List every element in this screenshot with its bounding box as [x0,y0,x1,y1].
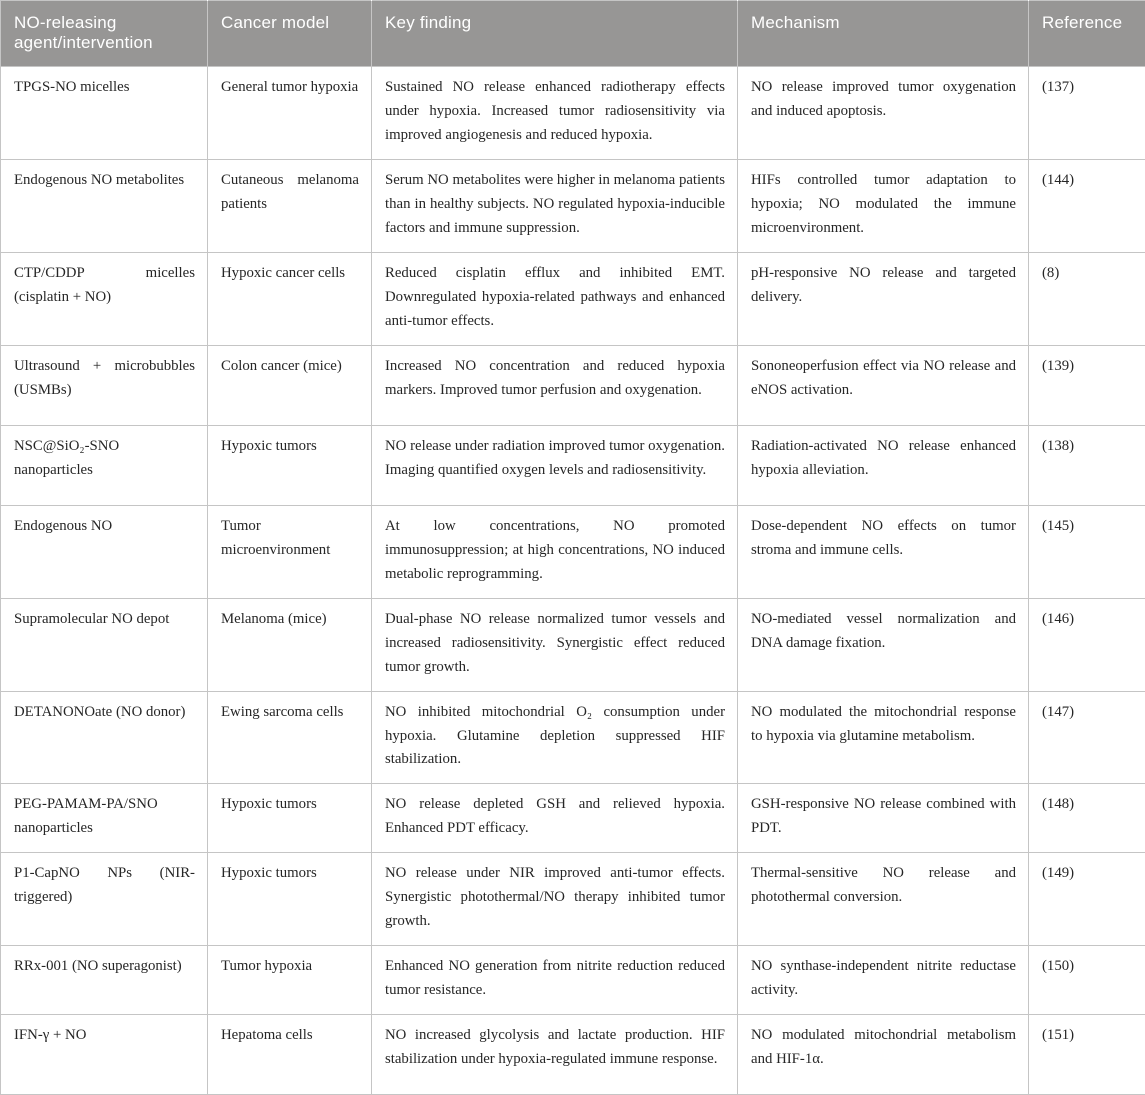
table-row [1,853,1145,946]
cell-key-finding: Increased NO concentration and reduced hypoxia markers. Improved tumor perfusion and oxygenation. [372,345,738,425]
cell-agent: Endogenous NO metabolites [1,159,208,252]
table-row [1,691,1145,784]
cell-agent: DETANONOate (NO donor) [1,691,208,784]
cell-mechanism: NO release improved tumor oxygenation and induced apoptosis. [738,67,1029,160]
cell-reference: (137) [1029,67,1145,160]
cell-cancer-model: Tumor hypoxia [208,946,372,1015]
cell-cancer-model: Hypoxic tumors [208,425,372,505]
cell-mechanism: GSH-responsive NO release combined with PDT. [738,784,1029,853]
cell-reference: (151) [1029,1015,1145,1095]
cell-key-finding: NO release under NIR improved anti-tumor effects. Synergistic photothermal/NO therapy inhibited tumor growth. [372,853,738,946]
cell-cancer-model: General tumor hypoxia [208,67,372,160]
cell-key-finding: NO inhibited mitochondrial O₂ consumption under hypoxia. Glutamine depletion suppressed HIF stabilization. [372,691,738,784]
cell-cancer-model: Colon cancer (mice) [208,345,372,425]
column-header-cancer-model: Cancer model [208,1,372,67]
cell-reference: (146) [1029,598,1145,691]
cell-mechanism: Dose-dependent NO effects on tumor stroma and immune cells. [738,505,1029,598]
cell-key-finding: At low concentrations, NO promoted immunosuppression; at high concentrations, NO induced metabolic reprogramming. [372,505,738,598]
table-row [1,1015,1145,1095]
table-row [1,159,1145,252]
table-row [1,598,1145,691]
cell-key-finding: Sustained NO release enhanced radiotherapy effects under hypoxia. Increased tumor radiosensitivity via improved angiogenesis and reduced hypoxia. [372,67,738,160]
cell-mechanism: NO synthase-independent nitrite reductase activity. [738,946,1029,1015]
cell-agent: P1-CapNO NPs (NIR-triggered) [1,853,208,946]
cell-mechanism: NO-mediated vessel normalization and DNA damage fixation. [738,598,1029,691]
cell-reference: (149) [1029,853,1145,946]
cell-reference: (150) [1029,946,1145,1015]
cell-key-finding: Enhanced NO generation from nitrite reduction reduced tumor resistance. [372,946,738,1015]
cell-reference: (8) [1029,252,1145,345]
cell-reference: (145) [1029,505,1145,598]
table-header [1,1,1145,67]
column-header-agent: NO-releasing agent/intervention [1,1,208,67]
cell-key-finding: NO release under radiation improved tumor oxygenation. Imaging quantified oxygen levels and radiosensitivity. [372,425,738,505]
cell-cancer-model: Melanoma (mice) [208,598,372,691]
cell-reference: (144) [1029,159,1145,252]
cell-agent: Endogenous NO [1,505,208,598]
cell-cancer-model: Hypoxic tumors [208,853,372,946]
cell-mechanism: Sononeoperfusion effect via NO release and eNOS activation. [738,345,1029,425]
cell-key-finding: Dual-phase NO release normalized tumor vessels and increased radiosensitivity. Synergistic effect reduced tumor growth. [372,598,738,691]
cell-agent: Supramolecular NO depot [1,598,208,691]
cell-cancer-model: Hypoxic cancer cells [208,252,372,345]
cell-cancer-model: Cutaneous melanoma patients [208,159,372,252]
cell-agent: NSC@SiO₂-SNO nanoparticles [1,425,208,505]
cell-mechanism: Radiation-activated NO release enhanced hypoxia alleviation. [738,425,1029,505]
cell-reference: (147) [1029,691,1145,784]
table-row [1,946,1145,1015]
cell-mechanism: pH-responsive NO release and targeted delivery. [738,252,1029,345]
cell-key-finding: Serum NO metabolites were higher in melanoma patients than in healthy subjects. NO regulated hypoxia-inducible factors and immune suppression. [372,159,738,252]
cell-mechanism: NO modulated mitochondrial metabolism and HIF-1α. [738,1015,1029,1095]
cell-agent: PEG-PAMAM-PA/SNO nanoparticles [1,784,208,853]
cell-mechanism: NO modulated the mitochondrial response to hypoxia via glutamine metabolism. [738,691,1029,784]
cell-key-finding: NO release depleted GSH and relieved hypoxia. Enhanced PDT efficacy. [372,784,738,853]
table-row [1,67,1145,160]
cell-mechanism: Thermal-sensitive NO release and photothermal conversion. [738,853,1029,946]
column-header-mechanism: Mechanism [738,1,1029,67]
cell-cancer-model: Hepatoma cells [208,1015,372,1095]
cell-reference: (139) [1029,345,1145,425]
cell-agent: IFN-γ + NO [1,1015,208,1095]
cell-agent: CTP/CDDP micelles (cisplatin + NO) [1,252,208,345]
table-row [1,425,1145,505]
cell-mechanism: HIFs controlled tumor adaptation to hypoxia; NO modulated the immune microenvironment. [738,159,1029,252]
header-row [1,1,1145,67]
cell-reference: (148) [1029,784,1145,853]
cell-reference: (138) [1029,425,1145,505]
cell-key-finding: Reduced cisplatin efflux and inhibited EMT. Downregulated hypoxia-related pathways and enhanced anti-tumor effects. [372,252,738,345]
table-body [1,67,1145,1095]
cell-agent: TPGS-NO micelles [1,67,208,160]
cell-cancer-model: Ewing sarcoma cells [208,691,372,784]
column-header-reference: Reference [1029,1,1145,67]
cell-cancer-model: Tumor microenvironment [208,505,372,598]
table-row [1,252,1145,345]
cell-agent: RRx-001 (NO superagonist) [1,946,208,1015]
cell-key-finding: NO increased glycolysis and lactate production. HIF stabilization under hypoxia-regulated immune response. [372,1015,738,1095]
cell-cancer-model: Hypoxic tumors [208,784,372,853]
table-row [1,784,1145,853]
column-header-key-finding: Key finding [372,1,738,67]
table-row [1,345,1145,425]
table-row [1,505,1145,598]
cell-agent: Ultrasound + microbubbles (USMBs) [1,345,208,425]
